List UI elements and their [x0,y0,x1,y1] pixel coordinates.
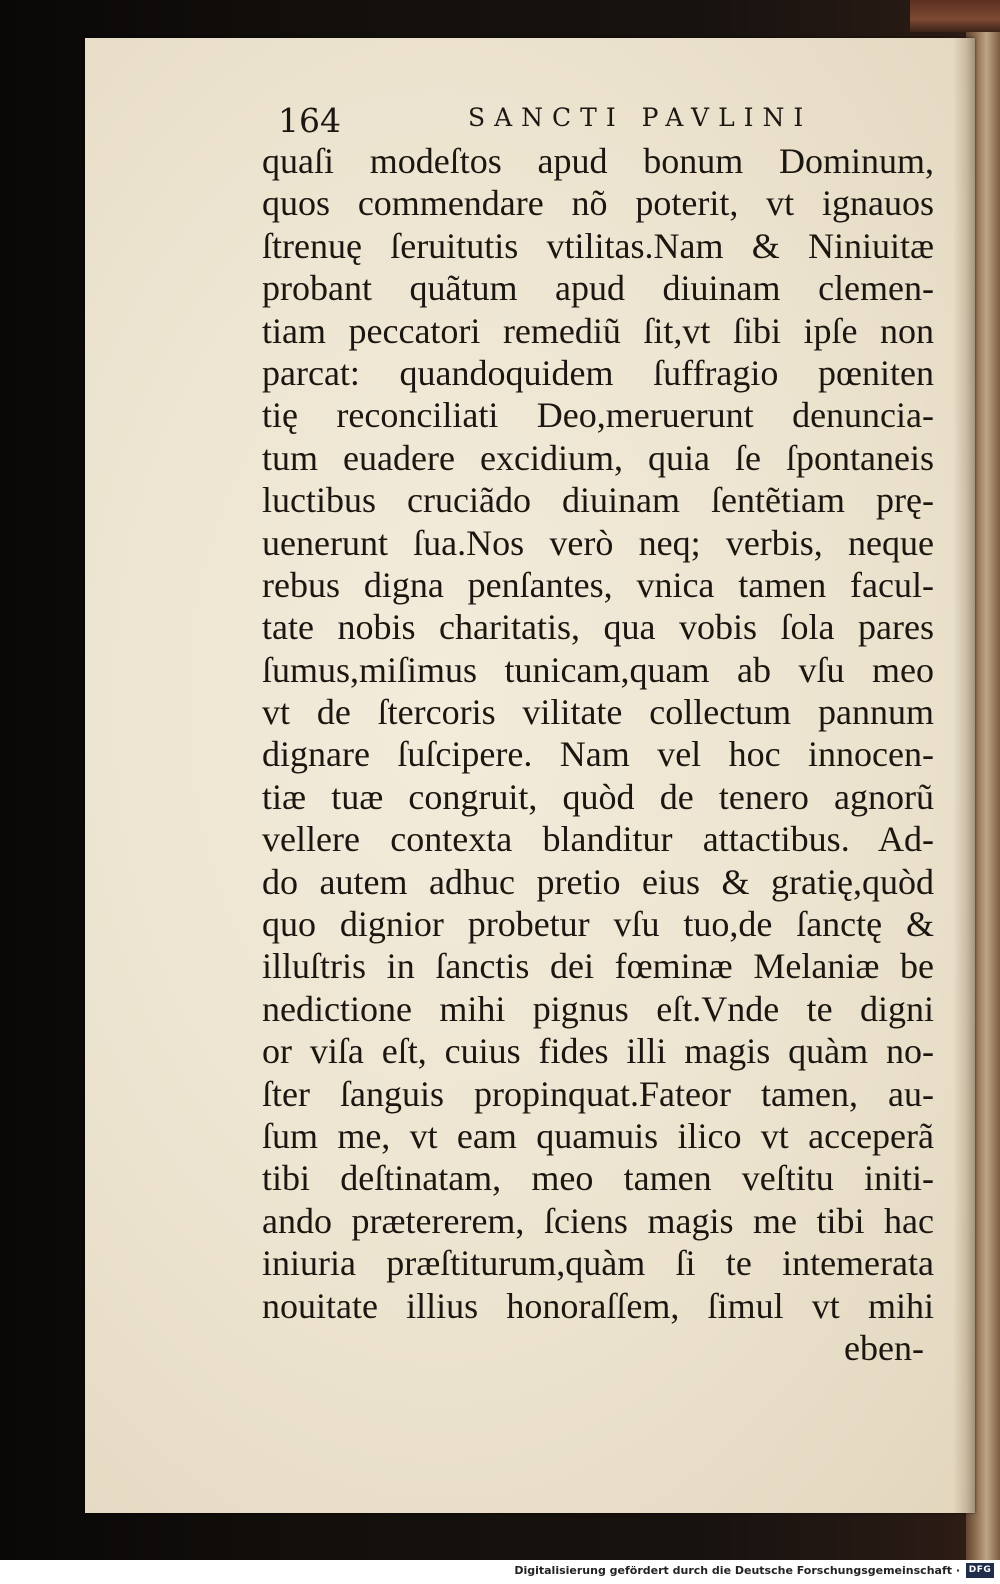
text-line: tate nobis charitatis, qua vobis ſola pares [262,607,934,648]
text-line: ando prætererem, ſciens magis me tibi hac [262,1200,934,1241]
text-line: vt de ſtercoris vilitate collectum pannum [262,692,934,733]
text-line: quo dignior probetur vſu tuo,de ſanctę & [262,904,934,945]
text-line: nedictione mihi pignus eſt.Vnde te digni [262,988,934,1029]
text-line: ſtrenuę ſeruitutis vtilitas.Nam & Niniuitæ [262,225,934,266]
text-line: quaſi modeſtos apud bonum Dominum, [262,141,934,181]
funding-note: Digitalisierung gefördert durch die Deutsche Forschungsgemeinschaft · [514,1564,960,1577]
body-text [262,140,934,1369]
page-number: 164 [278,101,341,140]
dfg-logo: DFG [966,1563,994,1578]
text-line: quos commendare nõ poterit, vt ignauos [262,183,934,224]
text-line: tum euadere excidium, quia ſe ſpontaneis [262,437,934,478]
text-line: vellere contexta blanditur attactibus. Ad- [262,819,934,860]
catchword: eben- [844,1327,924,1368]
text-line: nouitate illius honoraſſem, ſimul vt mihi [262,1285,934,1326]
text-line: tiæ tuæ congruit, quòd de tenero agnorũ [262,776,934,817]
text-line: ſum me, vt eam quamuis ilico vt acceperã [262,1115,934,1156]
text-line: ſter ſanguis propinquat.Fateor tamen, au- [262,1073,934,1114]
text-line: luctibus cruciãdo diuinam ſentẽtiam prę- [262,480,934,521]
text-line: iniuria præſtiturum,quàm ſi te intemerata [262,1243,934,1284]
text-line: tię reconciliati Deo,meruerunt denuncia- [262,395,934,436]
text-line: or viſa eſt, cuius fides illi magis quàm no- [262,1031,934,1072]
page-fold-shadow [953,38,975,1513]
text-line: do autem adhuc pretio eius & gratię,quòd [262,861,934,902]
text-line: tibi deſtinatam, meo tamen veſtitu initi- [262,1158,934,1199]
text-line: rebus digna penſantes, vnica tamen facul- [262,564,934,605]
text-line: illuſtris in ſanctis dei fœminæ Melaniæ be [262,946,934,987]
text-line: ſumus,miſimus tunicam,quam ab vſu meo [262,649,934,690]
text-line: parcat: quandoquidem ſuffragio pœniten [262,352,934,393]
text-line: dignare ſuſcipere. Nam vel hoc innocen- [262,734,934,775]
text-line: tiam peccatori remediũ ſit,vt ſibi ipſe non [262,310,934,351]
running-title: SANCTI PAVLINI [468,103,813,132]
text-line: probant quãtum apud diuinam clemen- [262,268,934,309]
book-cover-corner [910,0,1000,32]
text-line: uenerunt ſua.Nos verò neq; verbis, neque [262,522,934,563]
page-header [278,95,818,145]
